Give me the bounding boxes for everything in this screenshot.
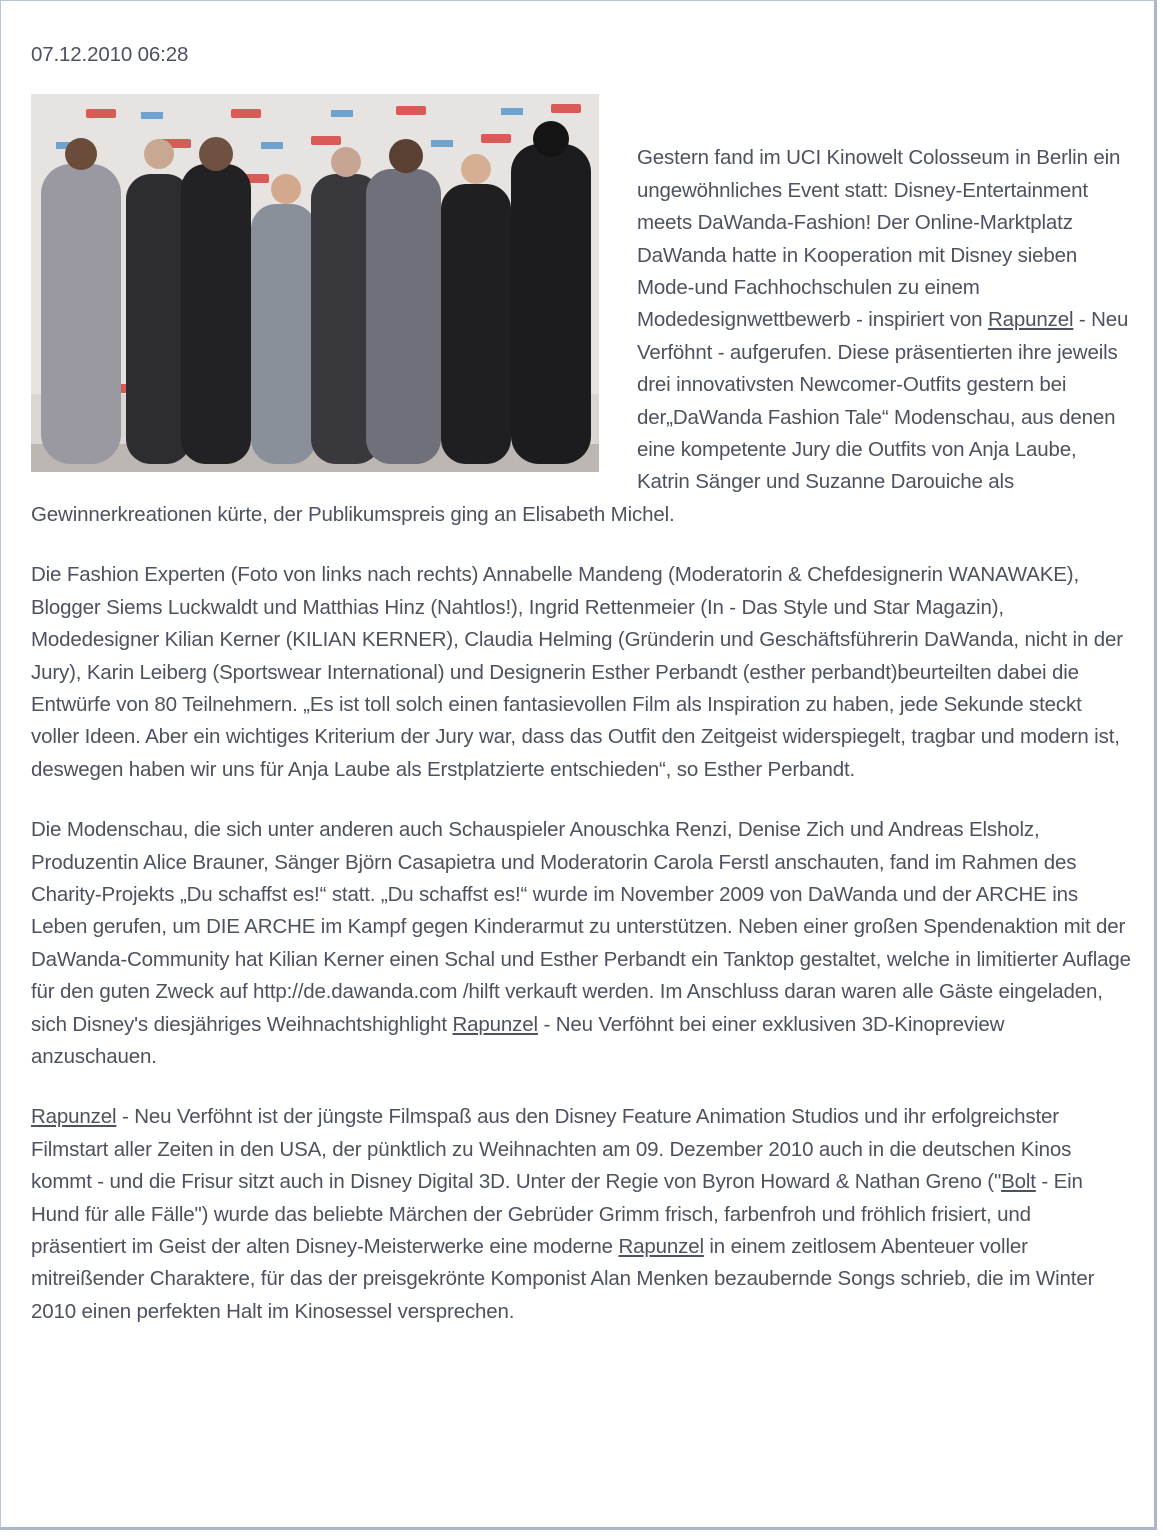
paragraph-3 [31,814,1131,1073]
paragraph-4-text-a: - Neu Verföhnt ist der jüngste Filmspaß aus den Disney Feature Animation Studios und ihr erfolgreichster Filmstart aller Zeiten in den USA, der pünktlich zu Weihnachten am 09. Dezember 2010 auch in die deutschen Kinos kommt - und die Frisur sitzt auch in Disney Digital 3D. Unter der Regie von Byron Howard & Nathan Greno (" [31,1105,1072,1194]
rapunzel-link-3[interactable]: Rapunzel [31,1105,117,1129]
rapunzel-link-4[interactable]: Rapunzel [618,1235,704,1258]
paragraph-3-text-a: Die Modenschau, die sich unter anderen auch Schauspieler Anouschka Renzi, Denise Zich und Andreas Elsholz, Produzentin Alice Brauner, Sänger Björn Casapietra und Moderatorin Carola Ferstl anschauten, fand im Rahmen des Charity-Projekts „Du schaffst es!“ statt. „Du schaffst es!“ wurde im November 2009 von DaWanda und der ARCHE ins Leben gerufen, um DIE ARCHE im Kampf gegen Kinderarmut zu unterstützen. Neben einer großen Spendenaktion mit der DaWanda-Community hat Kilian Kerner einen Schal und Esther Perbandt ein Tanktop gestaltet, welche in limitierter Auflage für den guten Zweck auf http://de.dawanda.com /hilft verkauft werden. Im Anschluss daran waren alle Gäste eingeladen, sich Disney's diesjähriges Weihnachtshighlight [31,818,1131,1036]
paragraph-1-text-a: Gestern fand im UCI Kinowelt Colosseum in Berlin ein ungewöhnliches Event statt: Disney-Entertainment meets DaWanda-Fashion! Der Online-Marktplatz DaWanda hatte in Kooperation mit Disney sieben Mode-und Fachhochschulen zu einem Modedesignwettbewerb - inspiriert von [637,146,1121,332]
paragraph-1-text-b: - Neu Verföhnt - aufgerufen. Diese präsentierten ihre jeweils drei innovativsten Newcomer-Outfits gestern bei der„DaWanda Fashion Tale“ Modenschau, aus denen eine kompetente Jury die Outfits von Anja Laube, Katrin Sänger und Suzanne Darouiche als Gewinnerkreationen kürte, der Publikumspreis ging an Elisabeth Michel. [31,308,1129,526]
bolt-link[interactable]: Bolt [1001,1170,1036,1194]
paragraph-2: Die Fashion Experten (Foto von links nach rechts) Annabelle Mandeng (Moderatorin & Chefdesignerin WANAWAKE), Blogger Siems Luckwaldt und Matthias Hinz (Nahtlos!), Ingrid Rettenmeier (In - Das Style und Star Magazin), Modedesigner Kilian Kerner (KILIAN KERNER), Claudia Helming (Gründerin und Geschäftsführerin DaWanda, nicht in der Jury), Karin Leiberg (Sportswear International) und Designerin Esther Perbandt (esther perbandt)beurteilten dabei die Entwürfe von 80 Teilnehmern. „Es ist toll solch einen fantasievollen Film als Inspiration zu haben, jede Sekunde steckt voller Ideen. Aber ein wichtiges Kriterium der Jury war, dass das Outfit den Zeitgeist widerspiegelt, tragbar und modern ist, deswegen haben wir uns für Anja Laube als Erstplatzierte entschieden“, so Esther Perbandt. [31,563,1123,781]
article-timestamp: 07.12.2010 06:28 [31,43,189,66]
paragraph-4-text-b: - Ein Hund für alle Fälle") wurde das beliebte Märchen der Gebrüder Grimm frisch, farbenfroh und fröhlich frisiert, und präsentiert im Geist der alten Disney-Meisterwerke eine moderne [31,1170,1083,1258]
paragraph-4 [31,1101,1131,1328]
rapunzel-link-2[interactable]: Rapunzel [452,1012,538,1036]
rapunzel-link-1[interactable]: Rapunzel [987,308,1074,332]
paragraph-4-text-c: in einem zeitlosem Abenteuer voller mitreißender Charaktere, für das der preisgekrönte Komponist Alan Menken bezaubernde Songs schrieb, die im Winter 2010 einen perfekten Halt im Kinosessel versprechen. [31,1235,1095,1323]
article-content [31,39,1131,1328]
event-photo [31,94,599,472]
paragraph-3-text-b: - Neu Verföhnt bei einer exklusiven 3D-Kinopreview anzuschauen. [31,1012,1005,1068]
